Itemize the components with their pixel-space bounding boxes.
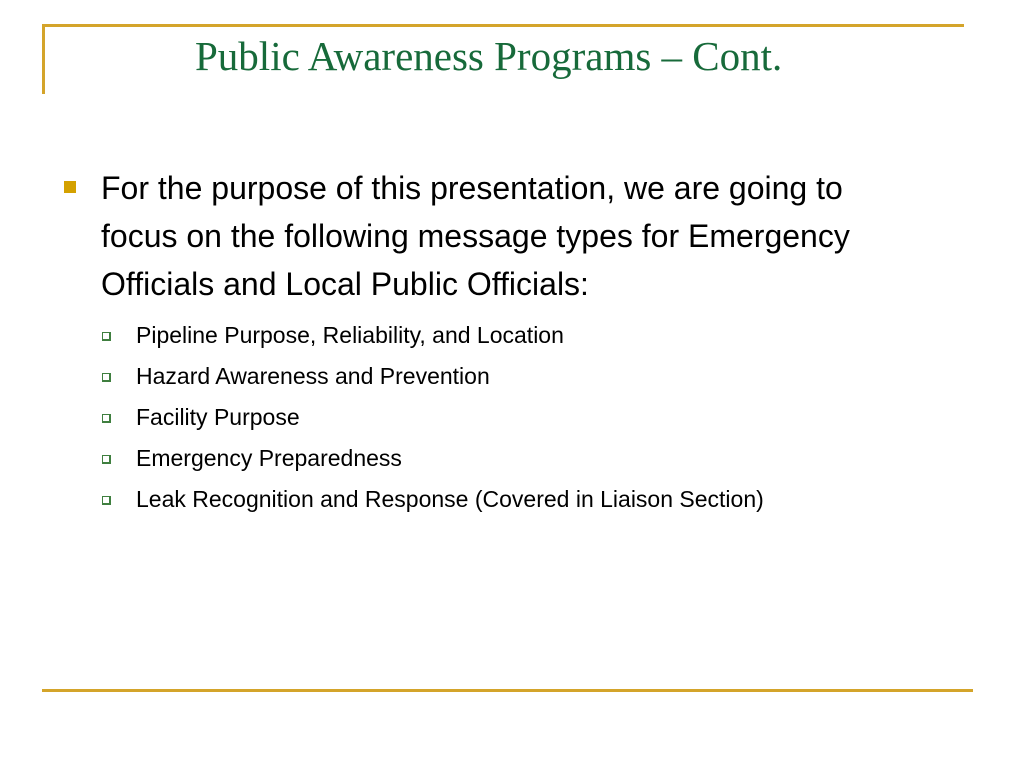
main-bullet-text: For the purpose of this presentation, we are going to focus on the following message types for Emergency Officials and Local Public Officials: bbox=[101, 170, 850, 302]
left-accent-rule bbox=[42, 24, 45, 94]
sub-bullet-item bbox=[102, 396, 964, 437]
hollow-square-bullet-icon bbox=[102, 496, 111, 505]
sub-bullet-text: Hazard Awareness and Prevention bbox=[136, 362, 490, 389]
bottom-accent-rule bbox=[42, 689, 973, 692]
hollow-square-bullet-icon bbox=[102, 455, 111, 464]
sub-bullet-item bbox=[102, 355, 964, 396]
hollow-square-bullet-icon bbox=[102, 332, 111, 341]
sub-bullet-text: Facility Purpose bbox=[136, 403, 300, 430]
sub-bullet-item bbox=[102, 437, 964, 478]
hollow-square-bullet-icon bbox=[102, 414, 111, 423]
main-bullet-item bbox=[64, 164, 964, 308]
sub-bullet-item bbox=[102, 478, 964, 519]
top-accent-rule bbox=[42, 24, 964, 27]
sub-bullet-text: Pipeline Purpose, Reliability, and Location bbox=[136, 321, 564, 348]
hollow-square-bullet-icon bbox=[102, 373, 111, 382]
sub-bullet-text: Emergency Preparedness bbox=[136, 444, 402, 471]
sub-bullet-list bbox=[64, 314, 964, 519]
filled-square-bullet-icon bbox=[64, 181, 76, 193]
slide-title: Public Awareness Programs – Cont. bbox=[195, 33, 783, 79]
sub-bullet-text: Leak Recognition and Response (Covered in Liaison Section) bbox=[136, 485, 764, 512]
sub-bullet-item bbox=[102, 314, 964, 355]
slide-body bbox=[64, 164, 964, 519]
